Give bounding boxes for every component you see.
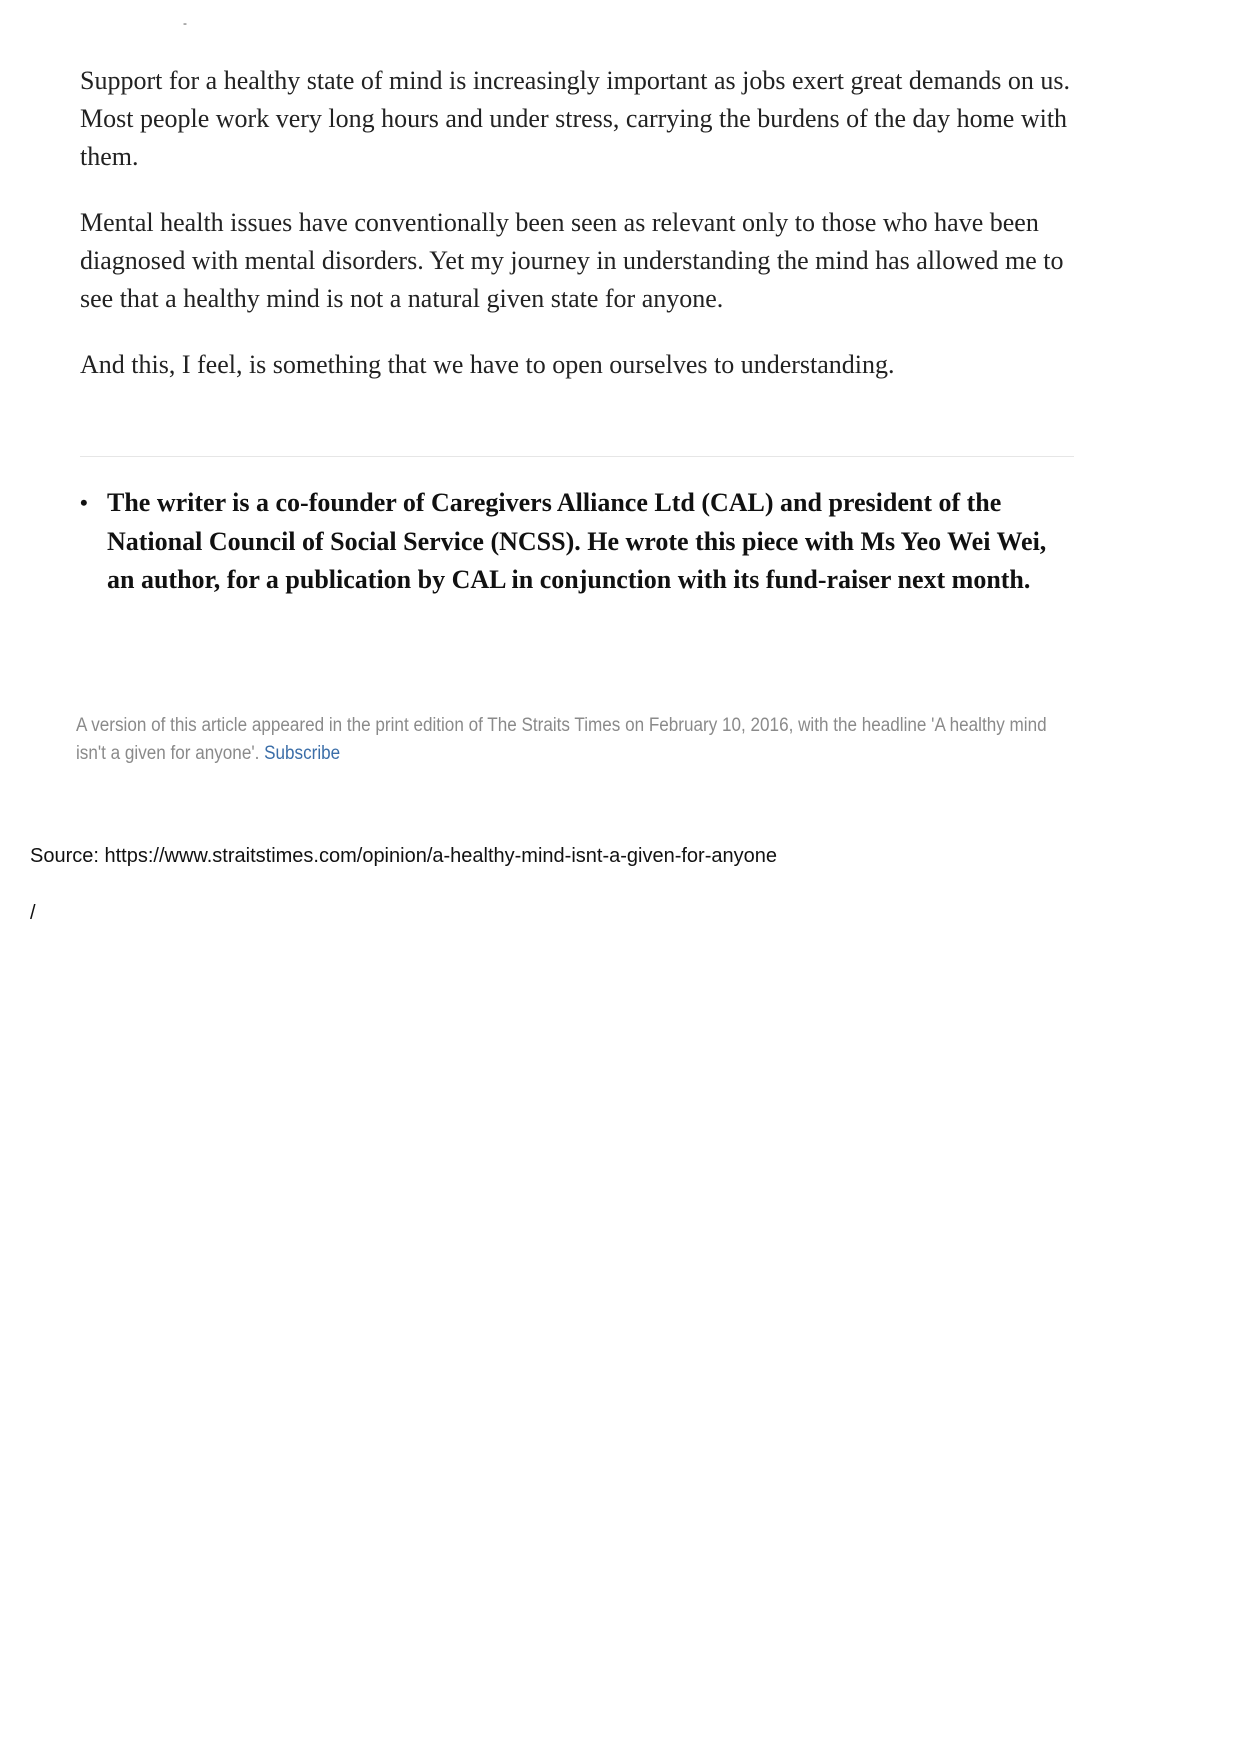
print-edition-footnote: [76, 712, 1075, 768]
section-divider: [80, 456, 1074, 457]
article-body: [80, 62, 1075, 412]
footnote-text: A version of this article appeared in the print edition of The Straits Times on February 10, 2016, with the headline 'A healthy mind isn't a given for anyone'.: [76, 715, 1047, 764]
trailing-mark: /: [30, 902, 36, 924]
source-citation: Source: https://www.straitstimes.com/opinion/a-healthy-mind-isnt-a-given-for-anyone: [30, 845, 777, 867]
subscribe-link[interactable]: Subscribe: [264, 743, 341, 764]
article-paragraph: Mental health issues have conventionally been seen as relevant only to those who have been diagnosed with mental disorders. Yet my journey in understanding the mind has allowed me to see that a healthy mind is not a natural given state for anyone.: [80, 208, 1064, 313]
article-paragraph: And this, I feel, is something that we have to open ourselves to understanding.: [80, 350, 895, 379]
writer-note-text: The writer is a co-founder of Caregivers Alliance Ltd (CAL) and president of the National Council of Social Service (NCSS). He wrote this piece with Ms Yeo Wei Wei, an author, for a publication by CAL in conjunction with its fund-raiser next month.: [107, 488, 1047, 594]
stray-mark: -: [183, 16, 187, 30]
writer-note: [80, 484, 1080, 600]
writer-note-list: [80, 484, 1080, 600]
article-paragraph: Support for a healthy state of mind is increasingly important as jobs exert great demands on us. Most people work very long hours and under stress, carrying the burdens of the day home with them.: [80, 66, 1070, 171]
bullet-icon: •: [80, 490, 88, 515]
